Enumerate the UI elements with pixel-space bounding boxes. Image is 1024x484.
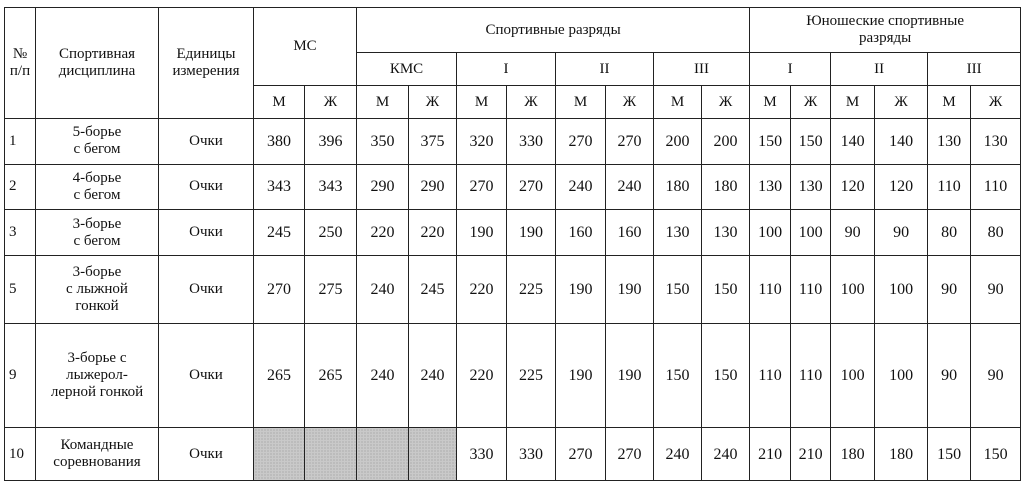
value-cell: 200 [702, 119, 750, 165]
table-body [5, 119, 1021, 481]
empty-shaded-cell [305, 428, 357, 481]
table-row [5, 164, 1021, 210]
discipline-cell: Командные соревнования [36, 428, 159, 481]
header-female: Ж [409, 86, 457, 119]
value-cell: 180 [831, 428, 875, 481]
header-male: М [831, 86, 875, 119]
value-cell: 150 [750, 119, 791, 165]
value-cell: 90 [971, 323, 1021, 427]
value-cell: 150 [791, 119, 831, 165]
value-cell: 100 [875, 323, 928, 427]
value-cell: 270 [556, 428, 606, 481]
unit-cell: Очки [159, 210, 254, 256]
table-row [5, 210, 1021, 256]
header-youth-3: III [928, 53, 1021, 86]
row-number-cell: 9 [5, 323, 36, 427]
unit-cell: Очки [159, 428, 254, 481]
value-cell: 150 [702, 323, 750, 427]
value-cell: 150 [654, 323, 702, 427]
value-cell: 375 [409, 119, 457, 165]
value-cell: 290 [357, 164, 409, 210]
header-male: М [556, 86, 606, 119]
value-cell: 100 [831, 323, 875, 427]
value-cell: 250 [305, 210, 357, 256]
row-number-cell: 5 [5, 255, 36, 323]
value-cell: 270 [606, 428, 654, 481]
value-cell: 130 [971, 119, 1021, 165]
value-cell: 270 [254, 255, 305, 323]
unit-cell: Очки [159, 119, 254, 165]
value-cell: 90 [831, 210, 875, 256]
header-female: Ж [606, 86, 654, 119]
value-cell: 245 [409, 255, 457, 323]
header-rank-2: II [556, 53, 654, 86]
discipline-cell: 3-борье с бегом [36, 210, 159, 256]
row-number-cell: 1 [5, 119, 36, 165]
value-cell: 210 [791, 428, 831, 481]
value-cell: 220 [409, 210, 457, 256]
header-rank-1: I [457, 53, 556, 86]
value-cell: 100 [791, 210, 831, 256]
header-youth-2: II [831, 53, 928, 86]
value-cell: 90 [928, 255, 971, 323]
row-number-cell: 2 [5, 164, 36, 210]
header-youth-1: I [750, 53, 831, 86]
value-cell: 100 [831, 255, 875, 323]
value-cell: 110 [791, 255, 831, 323]
value-cell: 265 [305, 323, 357, 427]
value-cell: 240 [357, 323, 409, 427]
value-cell: 110 [971, 164, 1021, 210]
value-cell: 80 [928, 210, 971, 256]
row-number-cell: 10 [5, 428, 36, 481]
value-cell: 180 [875, 428, 928, 481]
empty-shaded-cell [254, 428, 305, 481]
header-kms: КМС [357, 53, 457, 86]
value-cell: 150 [702, 255, 750, 323]
value-cell: 80 [971, 210, 1021, 256]
value-cell: 190 [507, 210, 556, 256]
discipline-cell: 3-борье с лыжной гонкой [36, 255, 159, 323]
value-cell: 180 [702, 164, 750, 210]
value-cell: 275 [305, 255, 357, 323]
value-cell: 90 [875, 210, 928, 256]
discipline-cell: 3-борье с лыжерол- лерной гонкой [36, 323, 159, 427]
value-cell: 225 [507, 323, 556, 427]
value-cell: 110 [750, 255, 791, 323]
value-cell: 220 [457, 323, 507, 427]
unit-cell: Очки [159, 164, 254, 210]
value-cell: 140 [831, 119, 875, 165]
value-cell: 120 [875, 164, 928, 210]
value-cell: 240 [409, 323, 457, 427]
value-cell: 270 [457, 164, 507, 210]
value-cell: 150 [654, 255, 702, 323]
value-cell: 110 [928, 164, 971, 210]
value-cell: 90 [928, 323, 971, 427]
value-cell: 100 [875, 255, 928, 323]
empty-shaded-cell [357, 428, 409, 481]
header-female: Ж [702, 86, 750, 119]
sport-standards-table [4, 7, 1021, 481]
value-cell: 130 [750, 164, 791, 210]
table-row [5, 119, 1021, 165]
header-male: М [928, 86, 971, 119]
value-cell: 290 [409, 164, 457, 210]
table-row [5, 255, 1021, 323]
value-cell: 130 [791, 164, 831, 210]
value-cell: 240 [702, 428, 750, 481]
value-cell: 210 [750, 428, 791, 481]
header-sport-ranks: Спортивные разряды [357, 8, 750, 53]
empty-shaded-cell [409, 428, 457, 481]
value-cell: 240 [606, 164, 654, 210]
row-number-cell: 3 [5, 210, 36, 256]
header-female: Ж [305, 86, 357, 119]
value-cell: 265 [254, 323, 305, 427]
value-cell: 150 [971, 428, 1021, 481]
value-cell: 350 [357, 119, 409, 165]
value-cell: 343 [305, 164, 357, 210]
value-cell: 190 [606, 255, 654, 323]
value-cell: 160 [556, 210, 606, 256]
value-cell: 110 [791, 323, 831, 427]
header-female: Ж [971, 86, 1021, 119]
value-cell: 90 [971, 255, 1021, 323]
table-row [5, 428, 1021, 481]
value-cell: 220 [457, 255, 507, 323]
header-male: М [654, 86, 702, 119]
value-cell: 320 [457, 119, 507, 165]
value-cell: 330 [457, 428, 507, 481]
value-cell: 380 [254, 119, 305, 165]
header-female: Ж [875, 86, 928, 119]
value-cell: 270 [507, 164, 556, 210]
header-rank-3: III [654, 53, 750, 86]
value-cell: 220 [357, 210, 409, 256]
value-cell: 240 [556, 164, 606, 210]
value-cell: 190 [606, 323, 654, 427]
header-unit: Единицы измерения [159, 8, 254, 119]
value-cell: 240 [357, 255, 409, 323]
value-cell: 190 [556, 255, 606, 323]
value-cell: 270 [556, 119, 606, 165]
value-cell: 140 [875, 119, 928, 165]
value-cell: 100 [750, 210, 791, 256]
value-cell: 190 [556, 323, 606, 427]
value-cell: 200 [654, 119, 702, 165]
value-cell: 150 [928, 428, 971, 481]
table-row [5, 323, 1021, 427]
discipline-cell: 5-борье с бегом [36, 119, 159, 165]
value-cell: 130 [928, 119, 971, 165]
value-cell: 120 [831, 164, 875, 210]
header-num: № п/п [5, 8, 36, 119]
value-cell: 180 [654, 164, 702, 210]
header-male: М [357, 86, 409, 119]
header-male: М [457, 86, 507, 119]
header-discipline: Спортивная дисциплина [36, 8, 159, 119]
unit-cell: Очки [159, 255, 254, 323]
value-cell: 396 [305, 119, 357, 165]
header-youth-ranks: Юношеские спортивные разряды [750, 8, 1021, 53]
value-cell: 270 [606, 119, 654, 165]
value-cell: 330 [507, 428, 556, 481]
unit-cell: Очки [159, 323, 254, 427]
value-cell: 225 [507, 255, 556, 323]
header-male: М [254, 86, 305, 119]
value-cell: 130 [702, 210, 750, 256]
value-cell: 343 [254, 164, 305, 210]
value-cell: 190 [457, 210, 507, 256]
header-female: Ж [507, 86, 556, 119]
value-cell: 240 [654, 428, 702, 481]
header-ms: МС [254, 8, 357, 86]
header-female: Ж [791, 86, 831, 119]
value-cell: 245 [254, 210, 305, 256]
value-cell: 130 [654, 210, 702, 256]
header-male: М [750, 86, 791, 119]
value-cell: 330 [507, 119, 556, 165]
value-cell: 160 [606, 210, 654, 256]
discipline-cell: 4-борье с бегом [36, 164, 159, 210]
value-cell: 110 [750, 323, 791, 427]
